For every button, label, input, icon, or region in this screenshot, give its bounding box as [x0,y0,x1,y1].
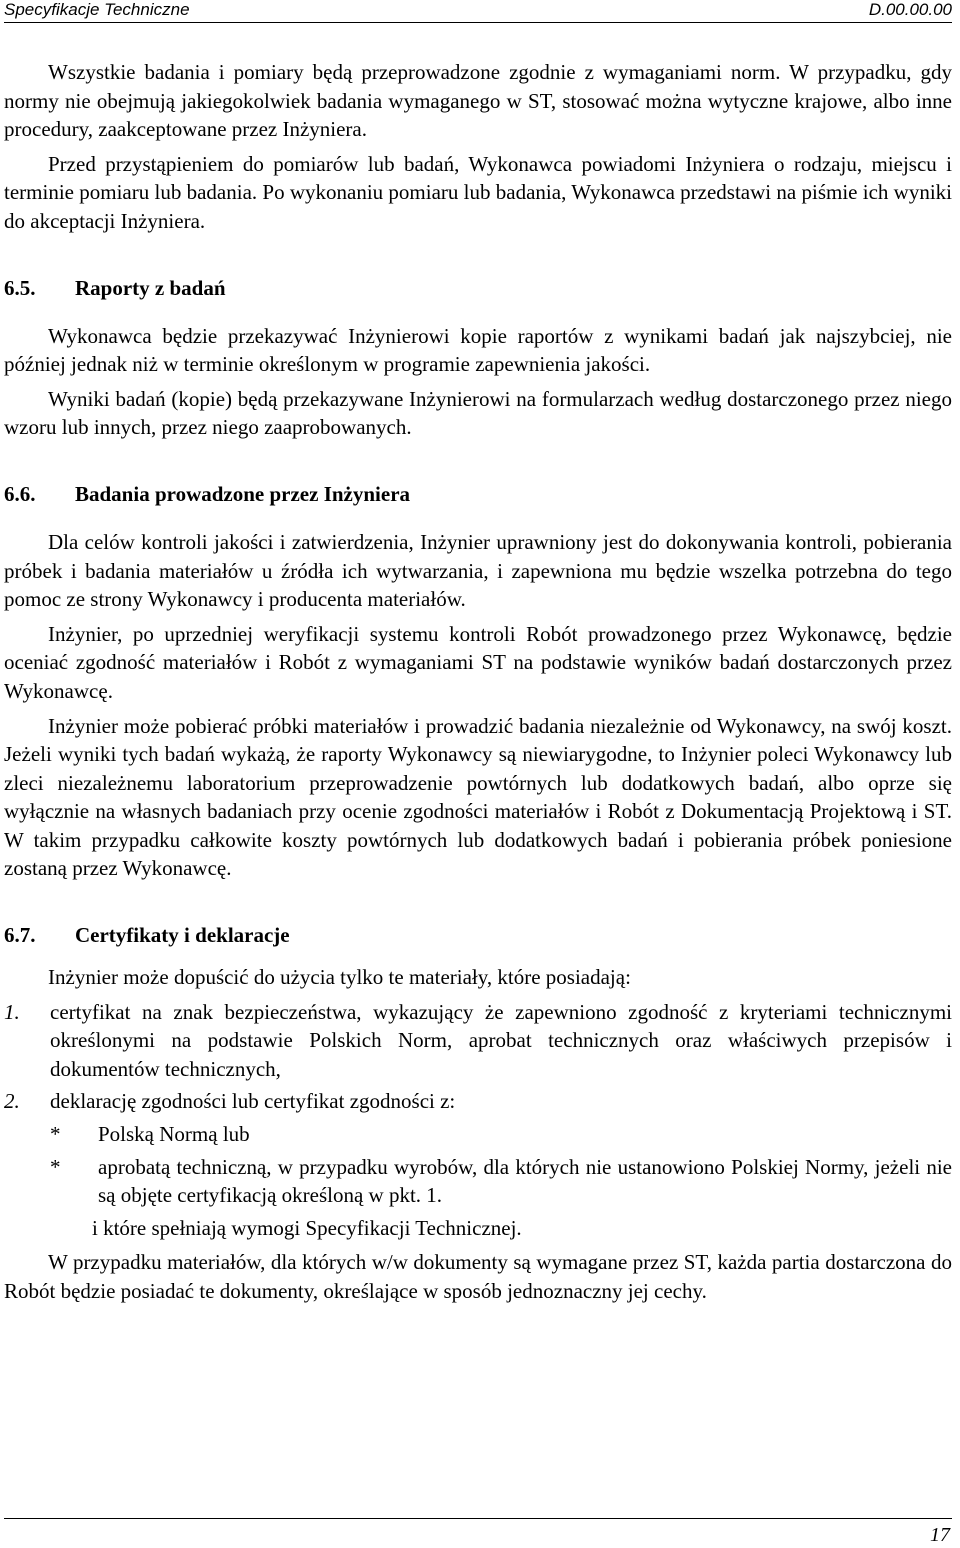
page-content [4,58,952,1312]
paragraph: Inżynier może dopuścić do użycia tylko te materiały, które posiadają: [48,965,631,990]
list-text: certyfikat na znak bezpieczeństwa, wykazujący że zapewniono zgodność z kryteriami technicznymi określonymi na podstawie Polskich Norm, aprobat technicznych oraz właściwych przepisów i dokumentów technicznych, [50,999,952,1081]
trailing-line: i które spełniają wymogi Specyfikacji Technicznej. [92,1215,522,1240]
page-header [4,0,952,23]
section-title: Badania prowadzone przez Inżyniera [75,481,411,506]
list-text: deklarację zgodności lub certyfikat zgodności z: [50,1089,456,1114]
sub-list-text: Polską Normą lub [98,1122,250,1147]
section-heading-6-5 [4,274,952,302]
section-number: 6.6. [4,481,36,506]
list-item [4,998,952,1084]
section-number: 6.5. [4,275,36,300]
paragraph: Inżynier, po uprzedniej weryfikacji systemu kontroli Robót prowadzonego przez Wykonawcę, będzie oceniać zgodność materiałów i Robót z wymaganiami ST na podstawie wyników badań dostarczonych przez Wykonawcę. [4,621,952,703]
section-heading-6-6 [4,480,952,508]
document-title: Specyfikacje Techniczne [4,0,190,19]
page-number: 17 [930,1524,950,1546]
bullet-marker: * [50,1154,61,1179]
list-marker: 2. [4,1089,20,1114]
paragraph: Wykonawca będzie przekazywać Inżynierowi kopie raportów z wynikami badań jak najszybciej, nie później jednak niż w terminie określonym w programie zapewnienia jakości. [4,323,952,377]
section-title: Raporty z badań [75,275,226,300]
section-number: 6.7. [4,923,36,948]
section-heading-6-7 [4,921,952,949]
paragraph: Inżynier może pobierać próbki materiałów i prowadzić badania niezależnie od Wykonawcy, na swój koszt. Jeżeli wyniki tych badań wykażą, że raporty Wykonawcy są niewiarygodne, to Inżynier poleci Wykonawcy lub zleci niezależnemu laboratorium przeprowadzenie powtórnych lub dodatkowych badań, albo oprze się wyłącznie na własnych badaniach przy ocenie zgodności materiałów i Robót z Dokumentacją Projektową i ST. W takim przypadku całkowite koszty powtórnych lub dodatkowych badań i pobierania próbek poniesione zostaną przez Wykonawcę. [4,713,952,881]
paragraph: Dla celów kontroli jakości i zatwierdzenia, Inżynier uprawniony jest do dokonywania kontroli, pobierania próbek i badania materiałów u źródła ich wytwarzania, i zapewniona mu będzie wszelka potrzebna do tego pomoc ze strony Wykonawcy i producenta materiałów. [4,529,952,612]
paragraph: W przypadku materiałów, dla których w/w dokumenty są wymagane przez ST, każda partia dostarczona do Robót będzie posiadać te dokumenty, określające w sposób jednoznaczny jej cechy. [4,1250,952,1303]
sub-list-text: aprobatą techniczną, w przypadku wyrobów, dla których nie ustanowiono Polskiej Normy, jeżeli nie są objęte certyfikacją określoną w pkt. 1. [98,1154,952,1208]
bullet-marker: * [50,1122,61,1147]
sub-list-item [4,1153,952,1210]
sub-list-item [4,1120,952,1149]
paragraph: Wyniki badań (kopie) będą przekazywane Inżynierowi na formularzach według dostarczonego przez niego wzoru lub innych, przez niego zaaprobowanych. [4,386,952,440]
section-title: Certyfikaty i deklaracje [75,923,290,948]
list-item [4,1087,952,1116]
list-marker: 1. [4,999,20,1024]
footer-rule [4,1518,952,1519]
paragraph: Wszystkie badania i pomiary będą przeprowadzone zgodnie z wymaganiami norm. W przypadku, gdy normy nie obejmują jakiegokolwiek badania wymaganego w ST, stosować można wytyczne krajowe, albo inne procedury, zaakceptowane przez Inżyniera. [4,60,952,142]
document-code: D.00.00.00 [868,0,952,19]
paragraph: Przed przystąpieniem do pomiarów lub badań, Wykonawca powiadomi Inżyniera o rodzaju, miejscu i terminie pomiaru lub badania. Po wykonaniu pomiaru lub badania, Wykonawca przedstawi na piśmie ich wyniki do akceptacji Inżyniera. [4,151,952,233]
